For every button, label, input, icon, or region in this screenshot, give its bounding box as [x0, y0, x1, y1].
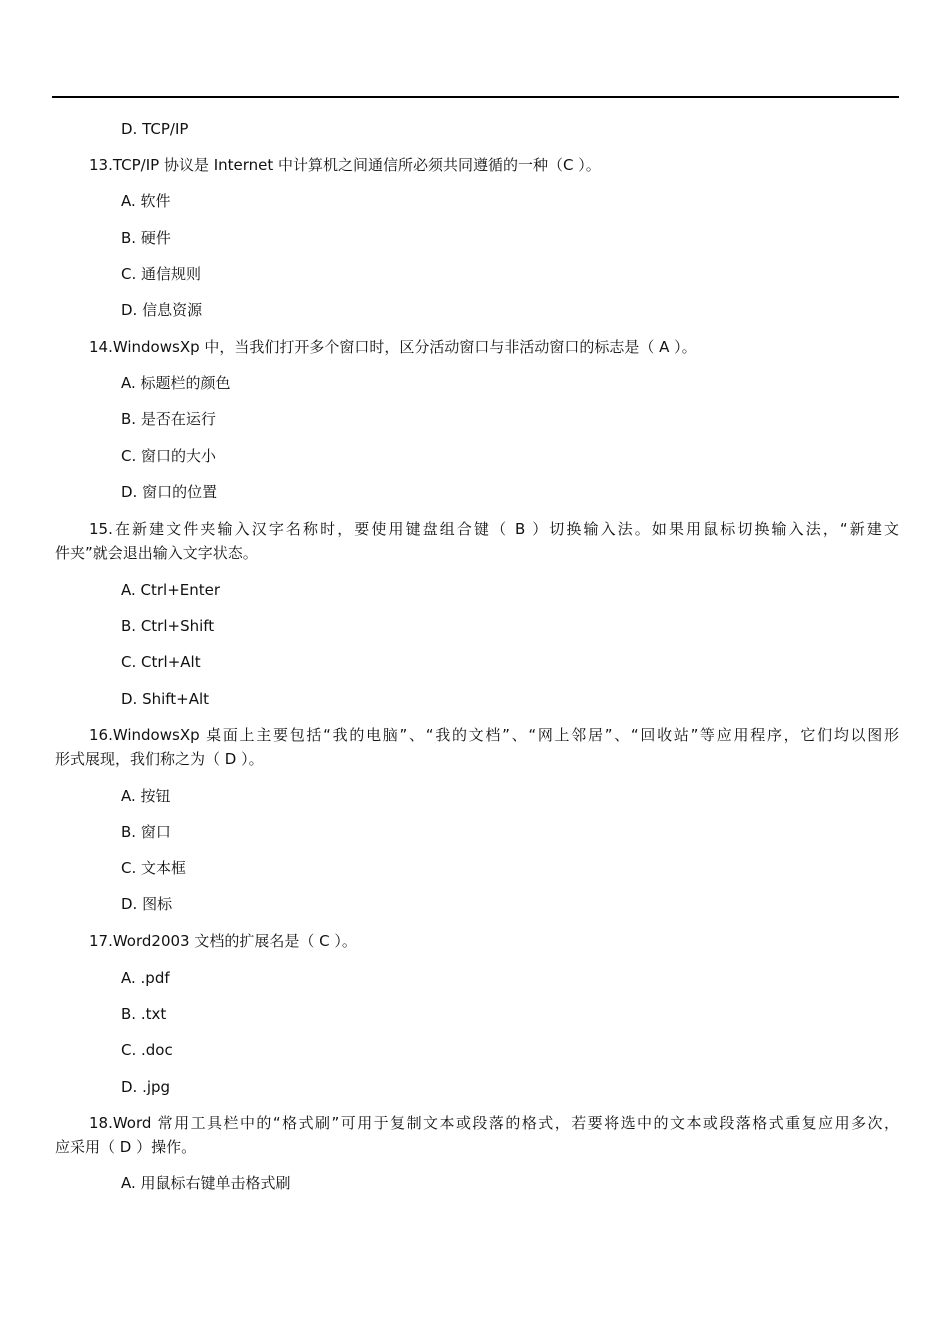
q14-option-a: A. 标题栏的颜色	[121, 374, 231, 392]
q16-option-a: A. 按钮	[121, 787, 171, 805]
q15-option-b: B. Ctrl+Shift	[121, 617, 215, 635]
q13-option-a: A. 软件	[121, 192, 171, 210]
question-14: 14.WindowsXp 中，当我们打开多个窗口时，区分活动窗口与非活动窗口的标志是（ A ）。	[89, 338, 697, 356]
question-16-continued: 形式展现，我们称之为（ D ）。	[55, 750, 264, 768]
q17-option-a: A. .pdf	[121, 969, 170, 987]
q14-option-c: C. 窗口的大小	[121, 447, 217, 465]
question-15: 15.在新建文件夹输入汉字名称时，要使用键盘组合键（ B ）切换输入法。如果用鼠标切换输入法，“新建文	[89, 520, 899, 538]
question-18-continued: 应采用（ D ）操作。	[55, 1138, 197, 1156]
q12-option-d: D. TCP/IP	[121, 120, 189, 138]
q16-option-b: B. 窗口	[121, 823, 171, 841]
q13-option-b: B. 硬件	[121, 229, 171, 247]
q18-option-a: A. 用鼠标右键单击格式刷	[121, 1174, 291, 1192]
question-17: 17.Word2003 文档的扩展名是（ C ）。	[89, 932, 357, 950]
q16-option-d: D. 图标	[121, 895, 173, 913]
q16-option-c: C. 文本框	[121, 859, 187, 877]
question-13: 13.TCP/IP 协议是 Internet 中计算机之间通信所必须共同遵循的一种（C ）。	[89, 156, 601, 174]
q14-option-b: B. 是否在运行	[121, 410, 216, 428]
q15-option-a: A. Ctrl+Enter	[121, 581, 221, 599]
q17-option-c: C. .doc	[121, 1041, 173, 1059]
q17-option-b: B. .txt	[121, 1005, 167, 1023]
question-16: 16.WindowsXp 桌面上主要包括“我的电脑”、“我的文档”、“网上邻居”、“回收站”等应用程序，它们均以图形	[89, 726, 899, 744]
q15-option-c: C. Ctrl+Alt	[121, 653, 201, 671]
q17-option-d: D. .jpg	[121, 1078, 171, 1096]
q15-option-d: D. Shift+Alt	[121, 690, 210, 708]
question-18: 18.Word 常用工具栏中的“格式刷”可用于复制文本或段落的格式，若要将选中的文本或段落格式重复应用多次，	[89, 1114, 899, 1132]
question-15-continued: 件夹”就会退出输入文字状态。	[55, 544, 258, 562]
q14-option-d: D. 窗口的位置	[121, 483, 218, 501]
q13-option-c: C. 通信规则	[121, 265, 202, 283]
q13-option-d: D. 信息资源	[121, 301, 203, 319]
